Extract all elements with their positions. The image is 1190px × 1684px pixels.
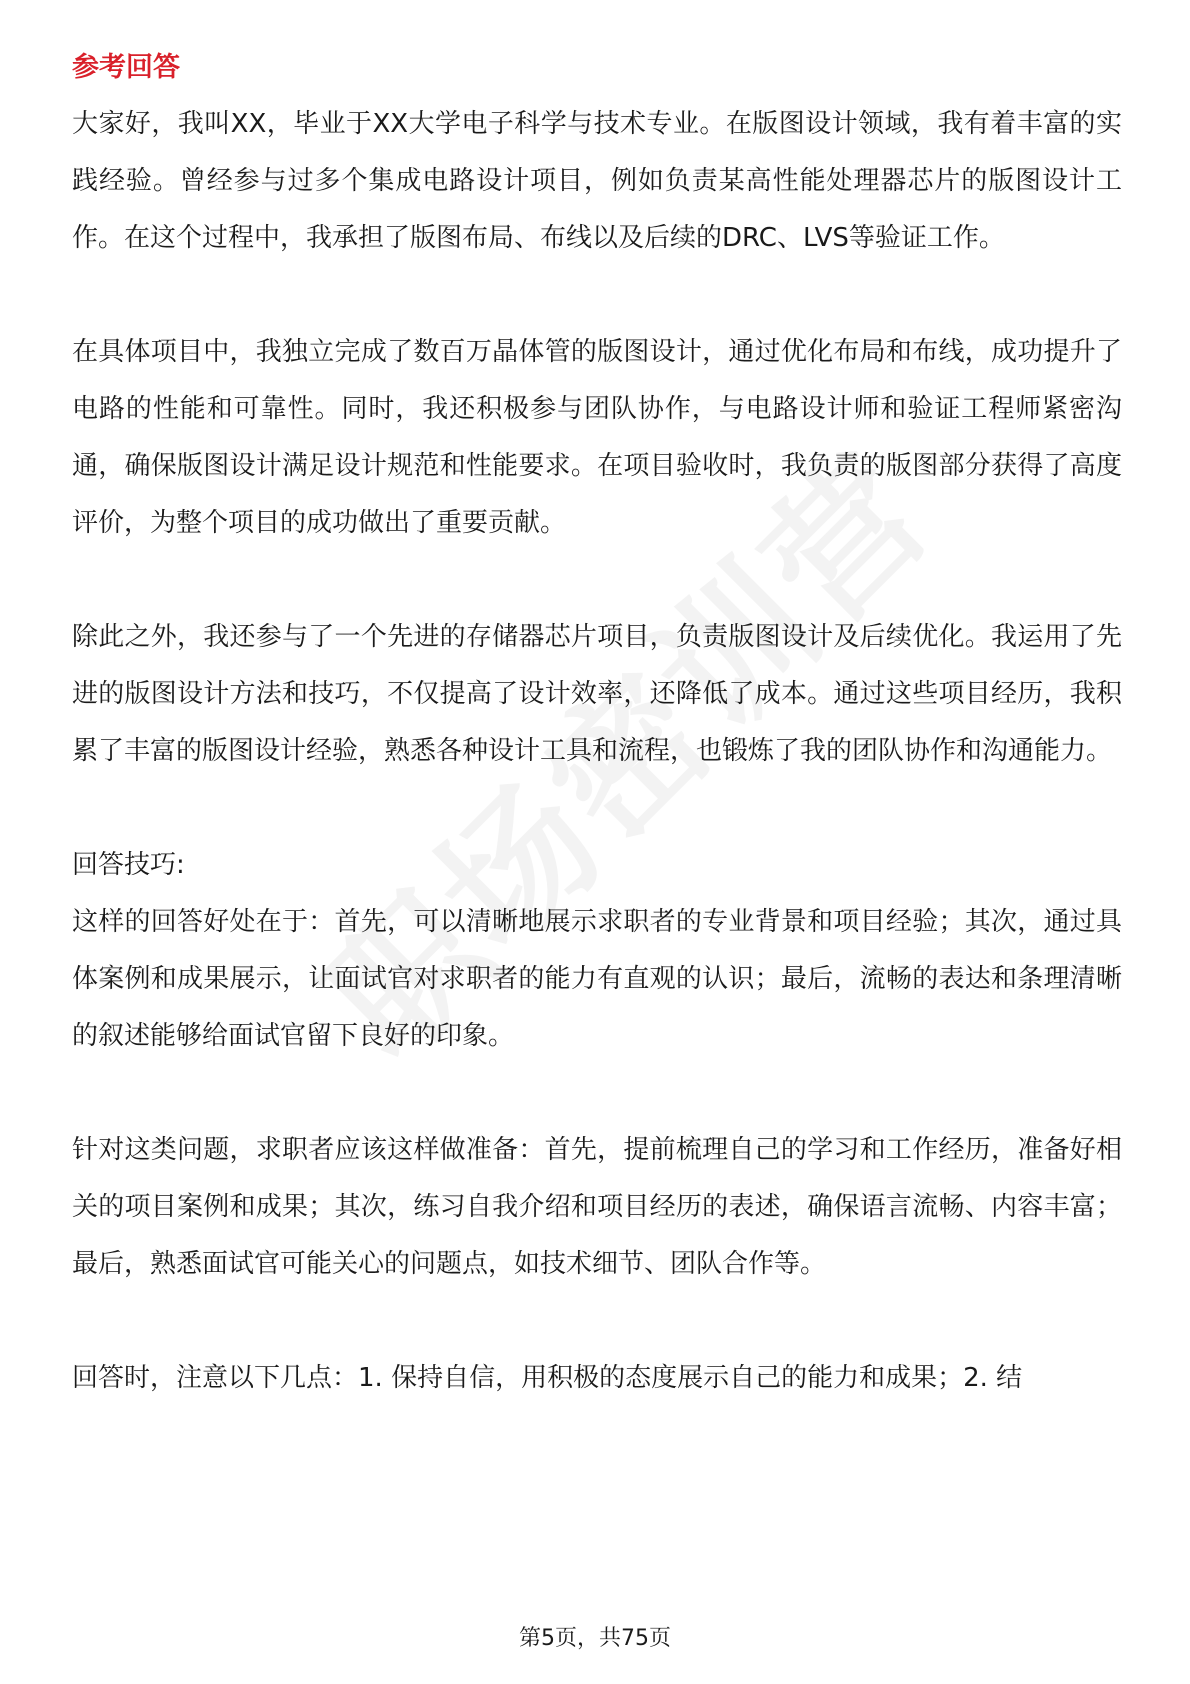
preparation-paragraph: 针对这类问题，求职者应该这样做准备：首先，提前梳理自己的学习和工作经历，准备好相关的项目案例和成果；其次，练习自我介绍和项目经历的表述，确保语言流畅、内容丰富；最后，熟悉面试官可能关心的问题点，如技术细节、团队合作等。 [72,1135,1122,1279]
paragraph-spacer [72,780,1122,837]
paragraph-spacer [72,1293,1122,1350]
paragraph-spacer [72,1065,1122,1122]
notes-paragraph: 回答时，注意以下几点：1. 保持自信，用积极的态度展示自己的能力和成果；2. 结 [72,1363,1023,1393]
tips-label: 回答技巧: [72,850,185,880]
answer-paragraph-3: 除此之外，我还参与了一个先进的存储器芯片项目，负责版图设计及后续优化。我运用了先进的版图设计方法和技巧，不仅提高了设计效率，还降低了成本。通过这些项目经历，我积累了丰富的版图设计经验，熟悉各种设计工具和流程，也锻炼了我的团队协作和沟通能力。 [72,622,1122,766]
answer-paragraph-2: 在具体项目中，我独立完成了数百万晶体管的版图设计，通过优化布局和布线，成功提升了电路的性能和可靠性。同时，我还积极参与团队协作，与电路设计师和验证工程师紧密沟通，确保版图设计满足设计规范和性能要求。在项目验收时，我负责的版图部分获得了高度评价，为整个项目的成功做出了重要贡献。 [72,337,1122,538]
document-body [72,48,1122,1407]
page-number: 第5页，共75页 [519,1626,671,1651]
tips-paragraph: 这样的回答好处在于：首先，可以清晰地展示求职者的专业背景和项目经验；其次，通过具体案例和成果展示，让面试官对求职者的能力有直观的认识；最后，流畅的表达和条理清晰的叙述能够给面试官留下良好的印象。 [72,907,1122,1051]
answer-paragraph-1: 大家好，我叫XX，毕业于XX大学电子科学与技术专业。在版图设计领域，我有着丰富的实践经验。曾经参与过多个集成电路设计项目，例如负责某高性能处理器芯片的版图设计工作。在这个过程中，我承担了版图布局、布线以及后续的DRC、LVS等验证工作。 [72,109,1122,253]
paragraph-spacer [72,267,1122,324]
section-heading: 参考回答 [72,52,180,83]
paragraph-spacer [72,552,1122,609]
